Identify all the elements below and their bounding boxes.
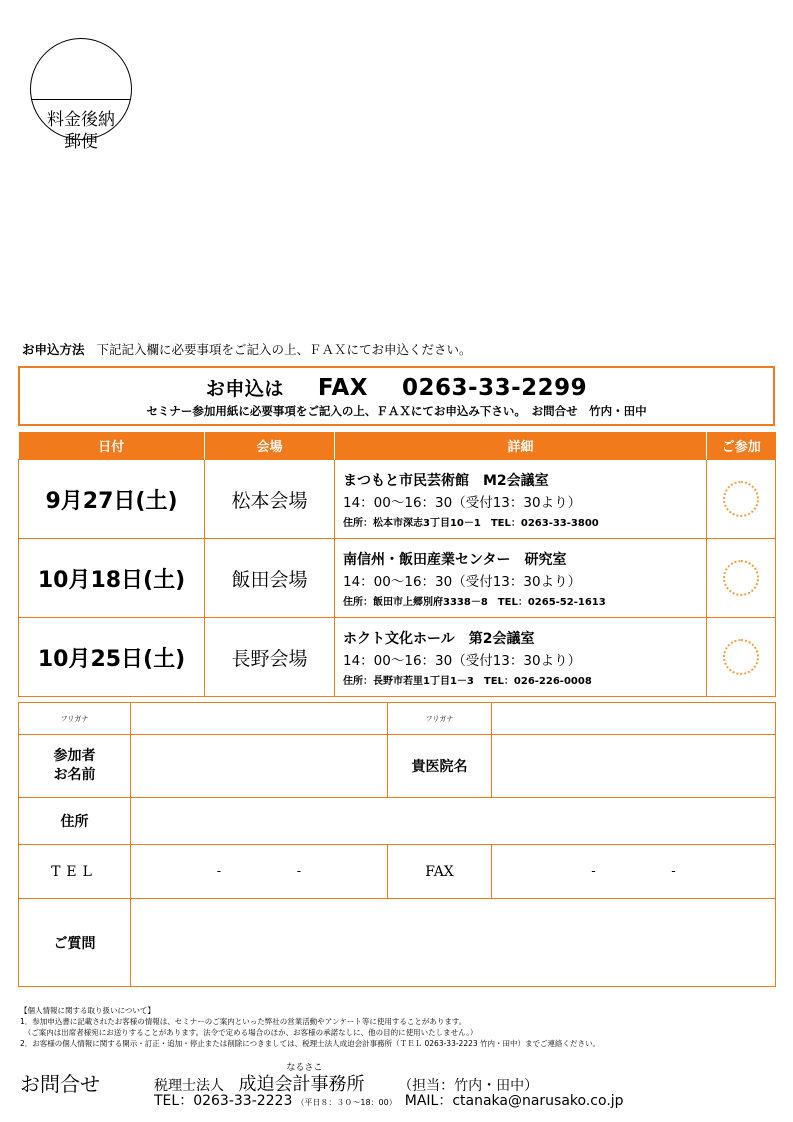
- row-detail: [335, 618, 707, 697]
- phone-row: [19, 845, 776, 899]
- postage-stamp: [30, 38, 132, 152]
- contact-tel: TEL：0263-33-2223: [154, 1093, 293, 1109]
- schedule-table: [18, 432, 776, 697]
- participant-label: 参加者 お名前: [19, 735, 131, 798]
- firm-ruby: なるさこ: [286, 1063, 323, 1073]
- fax-headline: [20, 374, 773, 401]
- question-field[interactable]: [131, 899, 776, 987]
- contact-line: [154, 1090, 624, 1110]
- header-detail: 詳細: [335, 432, 707, 460]
- attend-cell: [707, 618, 776, 697]
- privacy-title: 【個人情報に関する取り扱いについて】: [20, 1006, 155, 1015]
- privacy-line: （ご案内は出席者様宛にお送りすることがあります。法令で定める場合のほか、お客様の承諾なしに、他の目的に使用いたしません。）: [20, 1028, 478, 1037]
- address-row: [19, 798, 776, 845]
- tel-dash: -: [296, 864, 302, 879]
- fax-instruction: セミナー参加用紙に必要事項をご記入の上、ＦＡＸにてお申込み下さい。 お問合せ 竹内・田中: [146, 404, 647, 418]
- tel-field[interactable]: [131, 845, 388, 899]
- contact-hours: （平日８：３０～18：00）: [296, 1098, 397, 1107]
- name-row: [19, 735, 776, 798]
- row-venue: 松本会場: [205, 460, 335, 539]
- row-venue: 飯田会場: [205, 539, 335, 618]
- schedule-row: [19, 539, 776, 618]
- row-place: まつもと市民芸術館 M2会議室: [343, 472, 549, 489]
- row-address: 住所：長野市若里1丁目1－3 TEL：026-226-0008: [343, 675, 592, 687]
- firm-prefix: 税理士法人: [154, 1078, 224, 1094]
- name-furigana-field[interactable]: [131, 703, 388, 735]
- attend-cell: [707, 460, 776, 539]
- furigana-label: フリガナ: [19, 703, 131, 735]
- row-time: 14：00～16：30（受付13：30より）: [343, 494, 582, 511]
- row-place: ホクト文化ホール 第2会議室: [343, 630, 535, 647]
- fax-form-label: FAX: [388, 845, 492, 899]
- tel-dash: -: [216, 864, 222, 879]
- fax-dash: -: [591, 864, 596, 879]
- attend-cell: [707, 539, 776, 618]
- address-label: 住所: [19, 798, 131, 845]
- row-date: 9月27日(土): [19, 460, 205, 539]
- row-address: 住所：松本市深志3丁目10－1 TEL：0263-33-3800: [343, 517, 599, 529]
- row-time: 14：00～16：30（受付13：30より）: [343, 652, 582, 669]
- fax-prefix: お申込は: [205, 378, 284, 400]
- firm-name: 成迫会計事務所: [238, 1074, 365, 1095]
- schedule-row: [19, 618, 776, 697]
- contact-charge: （担当：竹内・田中）: [398, 1078, 539, 1094]
- fax-field[interactable]: [492, 845, 776, 899]
- row-detail: [335, 539, 707, 618]
- question-label: ご質問: [19, 899, 131, 987]
- clinic-name-field[interactable]: [492, 735, 776, 798]
- row-detail: [335, 460, 707, 539]
- tel-label: TEL: [19, 845, 131, 899]
- attend-circle[interactable]: [723, 560, 759, 596]
- row-address: 住所：飯田市上郷別府3338－8 TEL：0265-52-1613: [343, 596, 606, 608]
- postage-divider: [31, 99, 131, 100]
- fax-label: FAX: [317, 375, 368, 401]
- participant-name-field[interactable]: [131, 735, 388, 798]
- postage-line2: 郵便: [64, 132, 98, 152]
- row-venue: 長野会場: [205, 618, 335, 697]
- application-method: [22, 340, 472, 358]
- row-date: 10月25日(土): [19, 618, 205, 697]
- method-text: 下記記入欄に必要事項をご記入の上、ＦＡＸにてお申込ください。: [96, 342, 472, 357]
- row-time: 14：00～16：30（受付13：30より）: [343, 573, 582, 590]
- privacy-notice: [20, 1005, 600, 1049]
- fax-box: [18, 366, 775, 426]
- row-date: 10月18日(土): [19, 539, 205, 618]
- privacy-line: 1．参加申込書に記載されたお客様の情報は、セミナーのご案内といった弊社の営業活動やアンケート等に使用することがあります。: [20, 1017, 467, 1026]
- fax-number: 0263-33-2299: [402, 375, 588, 401]
- attend-circle[interactable]: [723, 639, 759, 675]
- contact-mail[interactable]: MAIL：ctanaka@narusako.co.jp: [404, 1093, 624, 1109]
- header-attend: ご参加: [707, 432, 776, 460]
- clinic-label: 貴医院名: [388, 735, 492, 798]
- fax-dash: -: [671, 864, 676, 879]
- furigana-label: フリガナ: [388, 703, 492, 735]
- question-row: [19, 899, 776, 987]
- method-label: お申込方法: [22, 342, 85, 357]
- application-form: [18, 702, 776, 987]
- contact-title: お問合せ: [20, 1072, 100, 1096]
- header-date: 日付: [19, 432, 205, 460]
- header-venue: 会場: [205, 432, 335, 460]
- schedule-row: [19, 460, 776, 539]
- row-place: 南信州・飯田産業センター 研究室: [343, 551, 567, 568]
- address-field[interactable]: [131, 798, 776, 845]
- privacy-line: 2．お客様の個人情報に関する開示・訂正・追加・停止または削除につきましては、税理士法人成迫会計事務所（ＴＥＬ 0263-33-2223 竹内・田中）までご連絡ください。: [20, 1039, 601, 1048]
- postage-line1: 料金後納: [47, 110, 115, 130]
- attend-circle[interactable]: [723, 481, 759, 517]
- schedule-header: [19, 432, 776, 460]
- clinic-furigana-field[interactable]: [492, 703, 776, 735]
- furigana-row: [19, 703, 776, 735]
